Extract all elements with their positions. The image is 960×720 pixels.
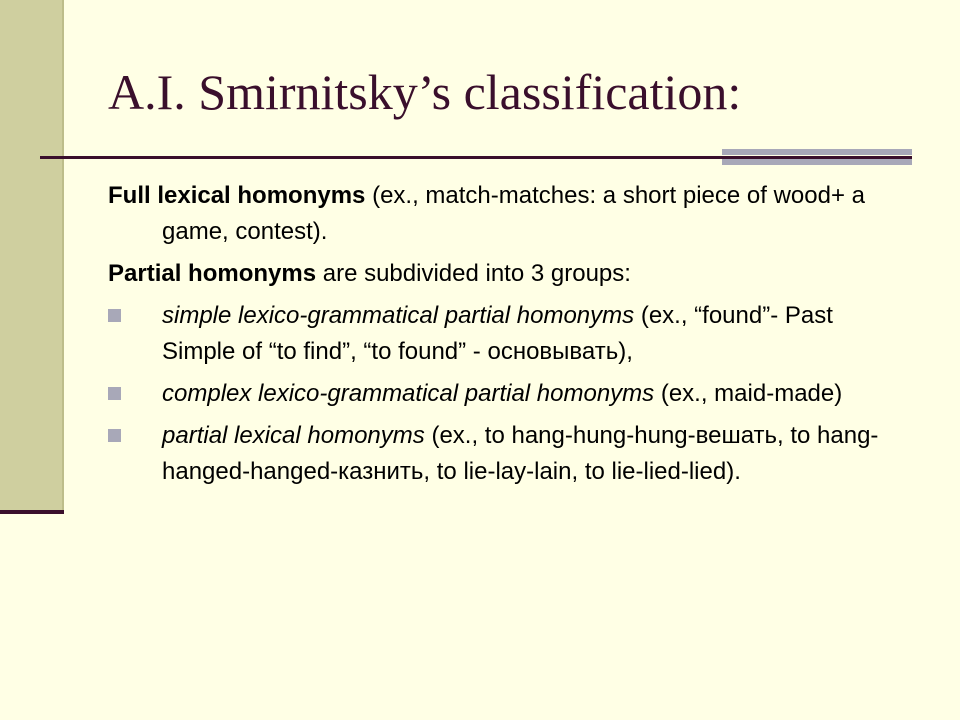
- partial-homonyms-paragraph: [108, 256, 908, 292]
- slide-title: A.I. Smirnitsky’s classification:: [108, 64, 742, 120]
- title-accent-bottom: [722, 159, 912, 165]
- side-bar-rule: [0, 510, 64, 514]
- side-bar: [0, 0, 64, 512]
- bullet-term: partial lexical homonyms: [162, 422, 425, 449]
- bullet-text: (ex., “found”- Past Simple of “to find”, “to found” - основывать),: [162, 302, 833, 365]
- bullet-text: (ex., to hang-hung-hung-вешать, to hang-hanged-hanged-казнить, to lie-lay-lain, to lie-lied-lied).: [162, 422, 879, 485]
- square-bullet-icon: [108, 309, 121, 322]
- slide-content: [108, 178, 908, 496]
- bullet-term: complex lexico-grammatical partial homonyms: [162, 380, 655, 407]
- bullet-term: simple lexico-grammatical partial homonyms: [162, 302, 635, 329]
- bullet-text: (ex., maid-made): [654, 380, 843, 407]
- square-bullet-icon: [108, 429, 121, 442]
- partial-homonyms-text: are subdivided into 3 groups:: [316, 260, 631, 287]
- bullet-item: [108, 376, 908, 412]
- square-bullet-icon: [108, 387, 121, 400]
- bullet-item: [108, 418, 908, 490]
- full-homonyms-term: Full lexical homonyms: [108, 182, 366, 209]
- title-accent-top: [722, 149, 912, 155]
- bullet-item: [108, 298, 908, 370]
- full-homonyms-text: (ex., match-matches: a short piece of wood+ a game, contest).: [162, 182, 865, 245]
- full-homonyms-paragraph: [108, 178, 908, 250]
- partial-homonyms-term: Partial homonyms: [108, 260, 317, 287]
